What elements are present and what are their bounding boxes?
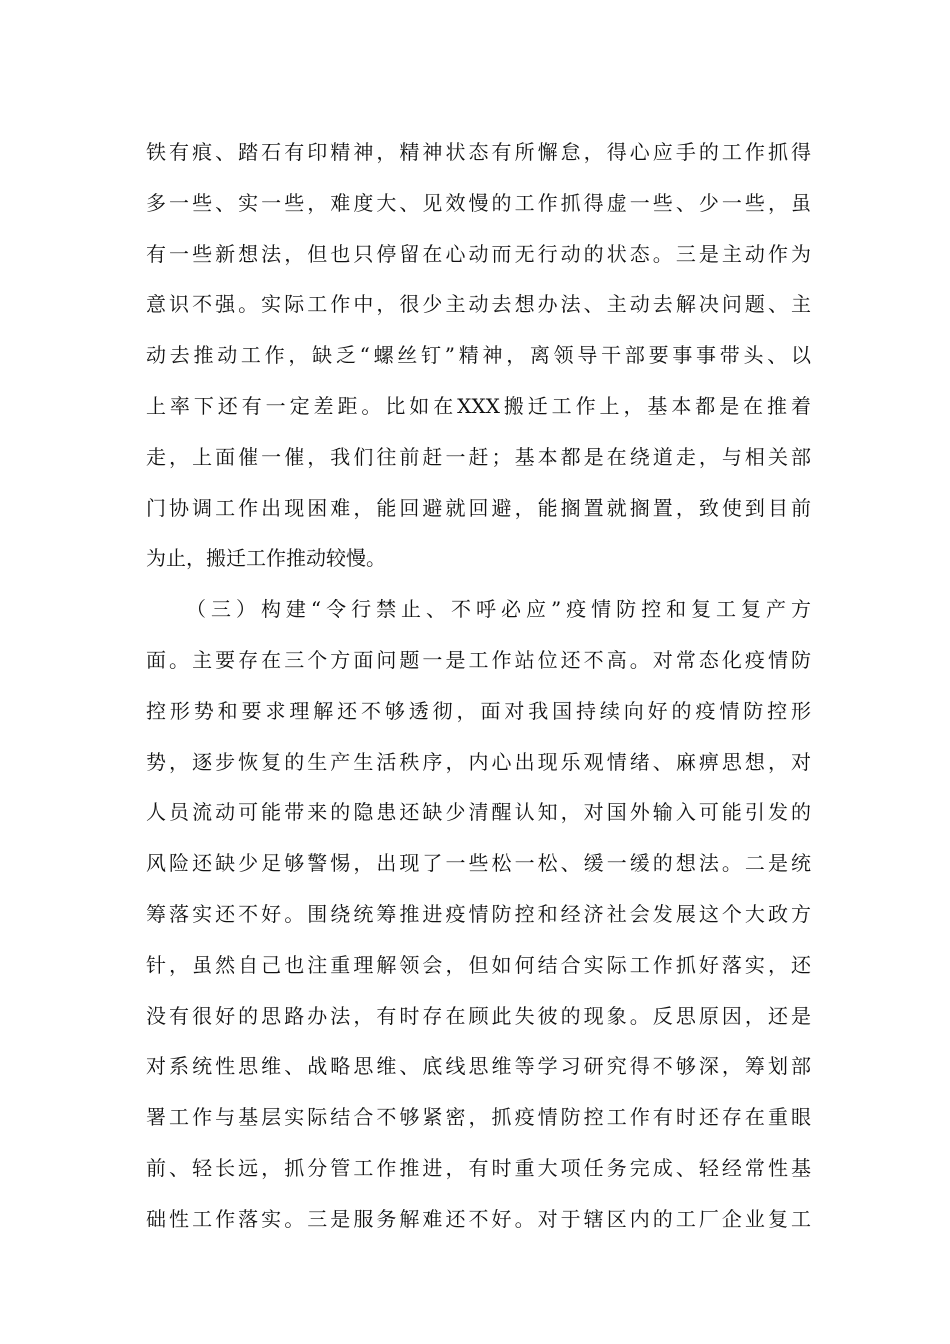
text-line: 为止，搬迁工作推动较慢。 [146, 546, 386, 571]
document-body [146, 127, 811, 1245]
text-line: 控形势和要求理解还不够透彻，面对我国持续向好的疫情防控形 [146, 698, 811, 723]
text-line: 风险还缺少足够警惕，出现了一些松一松、缓一缓的想法。二是统 [146, 851, 811, 876]
text-line: 铁有痕、踏石有印精神，精神状态有所懈怠，得心应手的工作抓得 [146, 140, 811, 164]
text-line: 动去推动工作，缺乏“螺丝钉”精神，离领导干部要事事带头、以 [146, 343, 811, 368]
text-line: 多一些、实一些，难度大、见效慢的工作抓得虚一些、少一些，虽 [146, 190, 811, 215]
text-line: 意识不强。实际工作中，很少主动去想办法、主动去解决问题、主 [146, 292, 811, 317]
text-line: 筹落实还不好。围绕统筹推进疫情防控和经济社会发展这个大政方 [146, 901, 811, 926]
text-line: 础性工作落实。三是服务解难还不好。对于辖区内的工厂企业复工 [146, 1206, 811, 1231]
text-line: 势，逐步恢复的生产生活秩序，内心出现乐观情绪、麻痹思想，对 [146, 749, 811, 774]
section-heading-line: （三）构建“令行禁止、不呼必应”疫情防控和复工复产方 [186, 597, 811, 622]
text-line: 门协调工作出现困难，能回避就回避，能搁置就搁置，致使到目前 [146, 495, 811, 520]
paragraph [146, 127, 811, 584]
text-line: 前、轻长远，抓分管工作推进，有时重大项任务完成、轻经常性基 [146, 1155, 811, 1180]
text-line: 署工作与基层实际结合不够紧密，抓疫情防控工作有时还存在重眼 [146, 1105, 811, 1130]
text-line: 人员流动可能带来的隐患还缺少清醒认知，对国外输入可能引发的 [146, 800, 811, 825]
text-line: 对系统性思维、战略思维、底线思维等学习研究得不够深，筹划部 [146, 1054, 811, 1079]
text-line: 走，上面催一催，我们往前赶一赶；基本都是在绕道走，与相关部 [146, 444, 811, 469]
paragraph [146, 584, 811, 1244]
text-line: 面。主要存在三个方面问题一是工作站位还不高。对常态化疫情防 [146, 647, 811, 672]
text-line: 没有很好的思路办法，有时存在顾此失彼的现象。反思原因，还是 [146, 1003, 811, 1028]
text-line: 有一些新想法，但也只停留在心动而无行动的状态。三是主动作为 [146, 241, 811, 266]
text-line: 针，虽然自己也注重理解领会，但如何结合实际工作抓好落实，还 [146, 952, 811, 977]
text-line: 上率下还有一定差距。比如在XXX搬迁工作上，基本都是在推着 [146, 393, 811, 418]
